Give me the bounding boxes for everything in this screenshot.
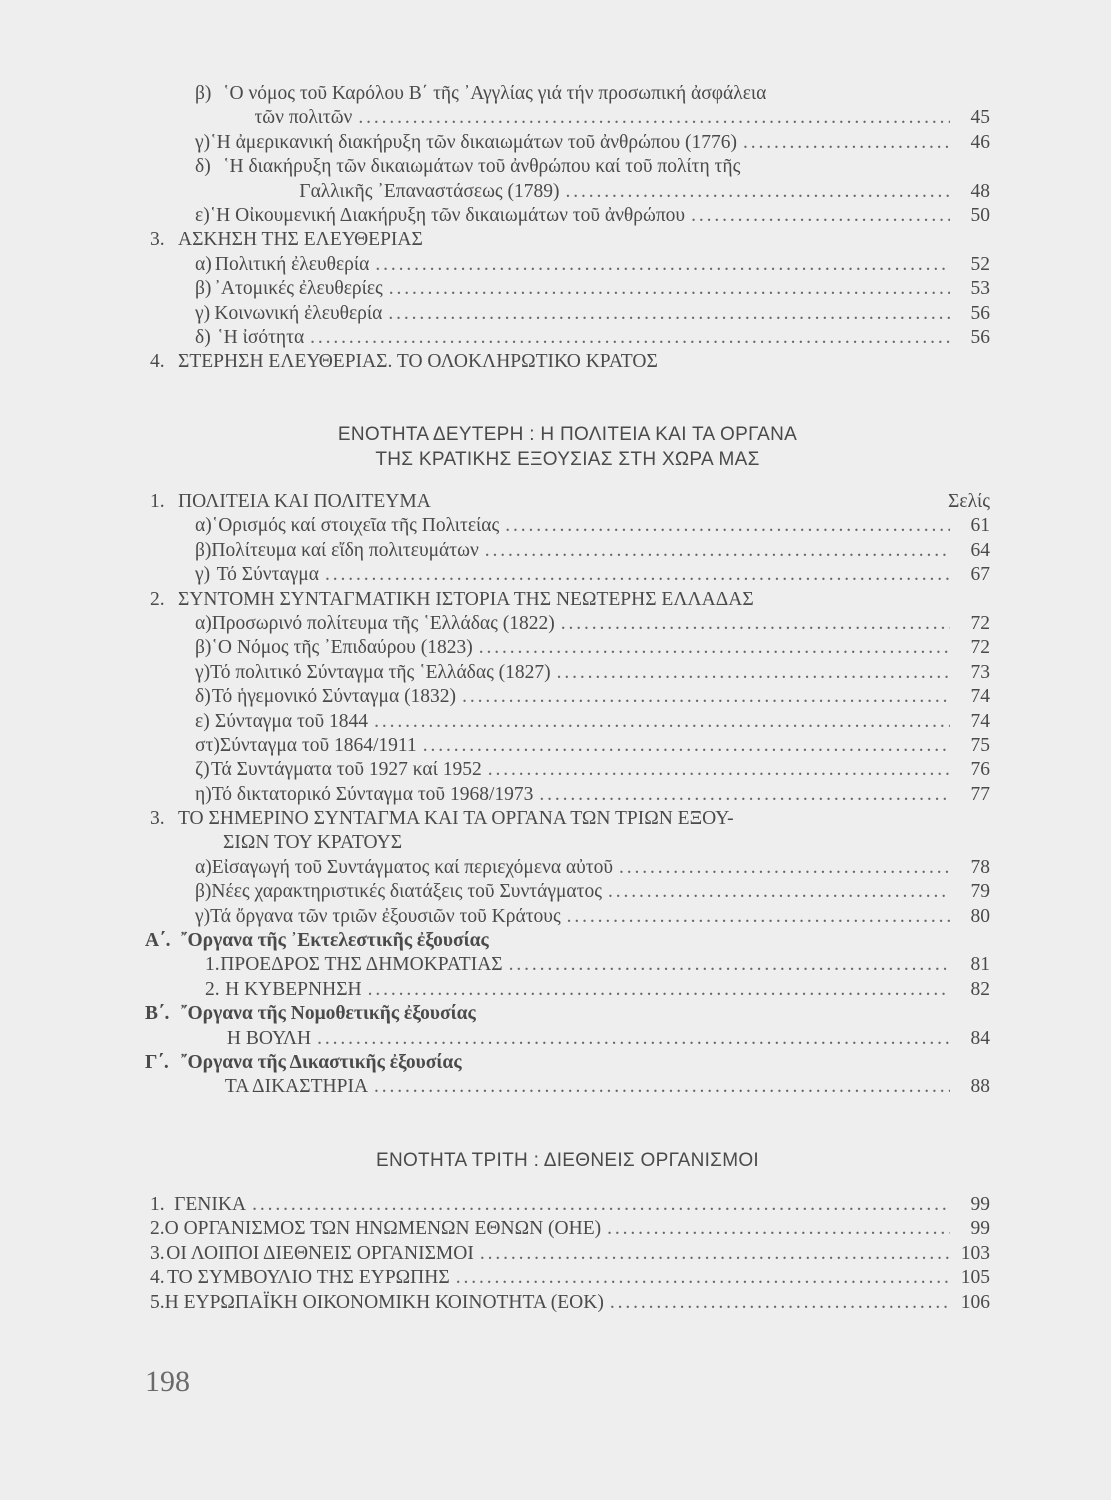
toc-entry bbox=[145, 228, 990, 252]
toc-entry bbox=[145, 588, 990, 612]
toc-entry bbox=[145, 783, 990, 807]
toc-entry-number: 1. bbox=[205, 954, 220, 976]
toc-entry bbox=[145, 880, 990, 904]
toc-entry-title: Γαλλικῆς ᾿Επαναστάσεως (1789) bbox=[299, 180, 560, 202]
toc-entry-title: ΠΡΟΕΔΡΟΣ ΤΗΣ ΔΗΜΟΚΡΑΤΙΑΣ bbox=[220, 954, 503, 976]
toc-part-1 bbox=[145, 82, 990, 375]
toc-entry bbox=[145, 636, 990, 660]
toc-entry-page: 105 bbox=[960, 1267, 990, 1289]
toc-entry-number: 2. bbox=[205, 978, 220, 1000]
dot-leader bbox=[566, 180, 950, 204]
dot-leader bbox=[325, 563, 950, 587]
toc-entry-page: 99 bbox=[970, 1218, 990, 1240]
toc-entry-number: γ) bbox=[195, 564, 211, 586]
dot-leader bbox=[375, 253, 950, 277]
dot-leader bbox=[310, 326, 950, 350]
toc-entry-number: δ) bbox=[195, 326, 211, 348]
toc-section-3 bbox=[145, 1193, 990, 1315]
toc-entry-title: ΓΕΝΙΚΑ bbox=[174, 1194, 247, 1215]
toc-entry-title: ΤΟ ΣΥΜΒΟΥΛΙΟ ΤΗΣ ΕΥΡΩΠΗΣ bbox=[167, 1267, 450, 1289]
toc-entry-title: ῾Ο νόμος τοῦ Καρόλου Β΄ τῆς ᾿Αγγλίας γιά τήν προσωπική ἀσφάλεια bbox=[223, 83, 767, 104]
toc-entry bbox=[145, 155, 990, 179]
toc-entry-number: Β΄. bbox=[145, 1003, 170, 1025]
dot-leader bbox=[480, 1242, 950, 1266]
toc-entry-number: β) bbox=[195, 881, 212, 903]
toc-entry bbox=[145, 929, 990, 953]
page-column-label: Σελίς bbox=[948, 491, 990, 512]
toc-entry-number: α) bbox=[195, 253, 212, 275]
dot-leader bbox=[374, 710, 950, 734]
toc-entry-title: Ο ΟΡΓΑΝΙΣΜΟΣ ΤΩΝ ΗΝΩΜΕΝΩΝ ΕΘΝΩΝ (ΟΗΕ) bbox=[164, 1218, 602, 1240]
dot-leader bbox=[743, 131, 950, 155]
toc-entry-number: 5. bbox=[150, 1291, 165, 1313]
toc-section-2 bbox=[145, 490, 990, 1100]
dot-leader bbox=[479, 636, 950, 660]
toc-entry-page: 106 bbox=[960, 1291, 990, 1313]
toc-entry-title: Η ΒΟΥΛΗ bbox=[226, 1027, 312, 1049]
toc-entry-title: Προσωρινό πολίτευμα τῆς ῾Ελλάδας (1822) bbox=[211, 612, 555, 634]
toc-entry bbox=[145, 905, 990, 929]
toc-entry-number: δ) bbox=[195, 686, 211, 708]
toc-entry-title: ΣΙΩΝ ΤΟΥ ΚΡΑΤΟΥΣ bbox=[223, 832, 403, 854]
toc-entry-title: Τό πολιτικό Σύνταγμα τῆς ῾Ελλάδας (1827) bbox=[210, 661, 551, 683]
toc-entry-number: Α΄. bbox=[145, 930, 171, 952]
dot-leader bbox=[374, 1075, 950, 1099]
toc-entry-page: 48 bbox=[970, 180, 990, 202]
toc-entry-number: β) bbox=[195, 278, 212, 300]
toc-entry-title: ῾Ο Νόμος τῆς ᾿Επιδαύρου (1823) bbox=[211, 637, 473, 659]
dot-leader bbox=[607, 1217, 950, 1241]
toc-entry-title: ΠΟΛΙΤΕΙΑ ΚΑΙ ΠΟΛΙΤΕΥΜΑ bbox=[178, 491, 431, 512]
toc-entry-number: ζ) bbox=[195, 759, 210, 781]
toc-entry-page: 77 bbox=[970, 783, 990, 805]
toc-entry-title: ῎Οργανα τῆς Νομοθετικῆς ἐξουσίας bbox=[181, 1003, 476, 1025]
toc-entry-number: γ) bbox=[195, 905, 211, 927]
dot-leader bbox=[317, 1027, 950, 1051]
toc-entry-title: Νέες χαρακτηριστικές διατάξεις τοῦ Συντάγματος bbox=[211, 881, 602, 903]
toc-entry bbox=[145, 326, 990, 350]
toc-entry bbox=[145, 1027, 990, 1051]
toc-entry-title: ᾿Ατομικές ἐλευθερίες bbox=[214, 278, 383, 300]
toc-entry bbox=[145, 1242, 990, 1266]
dot-leader bbox=[252, 1193, 950, 1217]
toc-entry-number: Γ΄. bbox=[145, 1051, 169, 1073]
dot-leader bbox=[691, 204, 950, 228]
toc-entry-number: ε) bbox=[195, 204, 210, 226]
dot-leader bbox=[488, 758, 950, 782]
toc-entry-number: 4. bbox=[150, 351, 165, 373]
toc-entry-page: 79 bbox=[970, 881, 990, 903]
dot-leader bbox=[423, 734, 950, 758]
toc-entry-number: γ) bbox=[195, 131, 211, 153]
toc-entry bbox=[145, 514, 990, 538]
toc-entry bbox=[145, 1291, 990, 1315]
dot-leader bbox=[561, 612, 950, 636]
toc-entry bbox=[145, 253, 990, 277]
toc-entry-title: Πολίτευμα καί εἴδη πολιτευμάτων bbox=[211, 539, 479, 561]
toc-entry-page: 46 bbox=[970, 131, 990, 153]
toc-entry-title: Τά Συντάγματα τοῦ 1927 καί 1952 bbox=[210, 759, 482, 781]
toc-entry bbox=[145, 1217, 990, 1241]
dot-leader bbox=[358, 106, 950, 130]
toc-entry-page: 72 bbox=[970, 612, 990, 634]
toc-entry-page: 74 bbox=[970, 686, 990, 708]
dot-leader bbox=[389, 277, 950, 301]
toc-entry-title: ΟΙ ΛΟΙΠΟΙ ΔΙΕΘΝΕΙΣ ΟΡΓΑΝΙΣΜΟΙ bbox=[166, 1242, 474, 1264]
dot-leader bbox=[557, 661, 950, 685]
toc-entry-page: 72 bbox=[970, 637, 990, 659]
dot-leader bbox=[610, 1291, 950, 1315]
toc-entry bbox=[145, 831, 990, 855]
toc-entry bbox=[145, 612, 990, 636]
section-3-heading bbox=[145, 1148, 990, 1173]
toc-entry-page: 56 bbox=[970, 302, 990, 324]
toc-entry-page: 74 bbox=[970, 710, 990, 732]
toc-entry-number: 1. bbox=[150, 491, 165, 512]
toc-entry bbox=[145, 734, 990, 758]
toc-entry-title: ῎Οργανα τῆς ᾿Εκτελεστικῆς ἐξουσίας bbox=[181, 930, 489, 952]
toc-entry-title: Η ΚΥΒΕΡΝΗΣΗ bbox=[225, 978, 362, 1000]
toc-entry-number: 3. bbox=[150, 1242, 165, 1264]
toc-entry-number: 1. bbox=[150, 1194, 165, 1215]
toc-entry-title: ΤΑ ΔΙΚΑΣΤΗΡΙΑ bbox=[224, 1076, 369, 1098]
toc-entry-title: τῶν πολιτῶν bbox=[254, 107, 353, 129]
toc-entry bbox=[145, 758, 990, 782]
toc-entry-page: 61 bbox=[970, 515, 990, 537]
toc-entry-number: 2. bbox=[150, 588, 165, 610]
toc-entry-title: Τό Σύνταγμα bbox=[216, 564, 319, 586]
section-2-heading-line-2: ΤΗΣ ΚΡΑΤΙΚΗΣ ΕΞΟΥΣΙΑΣ ΣΤΗ ΧΩΡΑ ΜΑΣ bbox=[375, 449, 760, 470]
toc-entry-title: Τά ὄργανα τῶν τριῶν ἐξουσιῶν τοῦ Κράτους bbox=[210, 905, 561, 927]
dot-leader bbox=[509, 953, 950, 977]
dot-leader bbox=[608, 880, 950, 904]
dot-leader bbox=[539, 783, 950, 807]
toc-entry bbox=[145, 563, 990, 587]
toc-entry-page: 80 bbox=[970, 905, 990, 927]
toc-entry bbox=[145, 1193, 990, 1217]
toc-entry bbox=[145, 490, 990, 514]
toc-entry-title: Σύνταγμα τοῦ 1844 bbox=[214, 710, 369, 732]
toc-entry-page: 82 bbox=[970, 978, 990, 1000]
dot-leader bbox=[388, 302, 950, 326]
toc-entry-number: δ) bbox=[195, 156, 211, 178]
toc-entry-number: β) bbox=[195, 637, 212, 659]
toc-entry-number: β) bbox=[195, 83, 212, 104]
toc-entry-title: ΑΣΚΗΣΗ ΤΗΣ ΕΛΕΥΘΕΡΙΑΣ bbox=[178, 229, 423, 251]
toc-entry bbox=[145, 1002, 990, 1026]
toc-entry-page: 53 bbox=[970, 278, 990, 300]
toc-entry-page: 50 bbox=[970, 204, 990, 226]
dot-leader bbox=[456, 1266, 950, 1290]
toc-entry-page: 75 bbox=[970, 734, 990, 756]
toc-entry bbox=[145, 180, 990, 204]
toc-entry-page: 76 bbox=[970, 759, 990, 781]
toc-entry bbox=[145, 1051, 990, 1075]
toc-entry-title: ῾Η ἰσότητα bbox=[217, 326, 305, 348]
dot-leader bbox=[368, 978, 950, 1002]
toc-entry-page: 99 bbox=[970, 1194, 990, 1215]
toc-entry-page: 67 bbox=[970, 564, 990, 586]
toc-entry-page: 64 bbox=[970, 539, 990, 561]
toc-entry-page: 88 bbox=[970, 1076, 990, 1098]
dot-leader bbox=[505, 514, 950, 538]
toc-entry-page: 81 bbox=[970, 954, 990, 976]
toc-entry bbox=[145, 350, 990, 374]
section-2-heading-line-1: ΕΝΟΤΗΤΑ ΔΕΥΤΕΡΗ : Η ΠΟΛΙΤΕΙΑ ΚΑΙ ΤΑ ΟΡΓΑΝΑ bbox=[337, 424, 798, 445]
toc-entry-number: 4. bbox=[150, 1267, 165, 1289]
toc-entry-title: Τό ἡγεμονικό Σύνταγμα (1832) bbox=[211, 686, 457, 708]
toc-entry-title: ΣΥΝΤΟΜΗ ΣΥΝΤΑΓΜΑΤΙΚΗ ΙΣΤΟΡΙΑ ΤΗΣ ΝΕΩΤΕΡΗΣ ΕΛΛΑΔΑΣ bbox=[178, 588, 754, 610]
toc-entry bbox=[145, 539, 990, 563]
toc-entry-number: γ) bbox=[195, 302, 211, 324]
toc-entry-number: α) bbox=[195, 515, 212, 537]
toc-entry-page: 73 bbox=[970, 661, 990, 683]
toc-entry-number: 3. bbox=[150, 229, 165, 251]
toc-entry bbox=[145, 131, 990, 155]
toc-entry-title: ῾Η ἀμερικανική διακήρυξη τῶν δικαιωμάτων τοῦ ἀνθρώπου (1776) bbox=[210, 131, 738, 153]
toc-entry-number: στ) bbox=[195, 734, 220, 756]
toc-entry-number: α) bbox=[195, 856, 212, 878]
toc-entry bbox=[145, 856, 990, 880]
toc-entry bbox=[145, 685, 990, 709]
toc-entry bbox=[145, 302, 990, 326]
toc-entry-page: 52 bbox=[970, 253, 990, 275]
toc-entry-number: ε) bbox=[195, 710, 210, 732]
section-3-heading-text: ΕΝΟΤΗΤΑ ΤΡΙΤΗ : ΔΙΕΘΝΕΙΣ ΟΡΓΑΝΙΣΜΟΙ bbox=[375, 1150, 760, 1171]
toc-entry-title: ῾Η Οἰκουμενική Διακήρυξη τῶν δικαιωμάτων τοῦ ἀνθρώπου bbox=[209, 204, 686, 226]
toc-entry-number: 3. bbox=[150, 808, 165, 830]
toc-entry-number: γ) bbox=[195, 661, 211, 683]
toc-entry-number: β) bbox=[195, 539, 212, 561]
toc-entry-page: 103 bbox=[960, 1242, 990, 1264]
toc-entry bbox=[145, 953, 990, 977]
dot-leader bbox=[485, 539, 950, 563]
toc-entry bbox=[145, 106, 990, 130]
toc-entry-title: Σύνταγμα τοῦ 1864/1911 bbox=[219, 734, 417, 756]
toc-entry-title: ῾Η διακήρυξη τῶν δικαιωμάτων τοῦ ἀνθρώπου καί τοῦ πολίτη τῆς bbox=[223, 156, 741, 178]
toc-entry-title: Πολιτική ἐλευθερία bbox=[214, 253, 370, 275]
toc-entry bbox=[145, 204, 990, 228]
toc-entry-title: ῾Ορισμός καί στοιχεῖα τῆς Πολιτείας bbox=[211, 515, 500, 537]
toc-entry-title: Εἰσαγωγή τοῦ Συντάγματος καί περιεχόμενα αὐτοῦ bbox=[211, 856, 614, 878]
toc-entry-title: ΤΟ ΣΗΜΕΡΙΝΟ ΣΥΝΤΑΓΜΑ ΚΑΙ ΤΑ ΟΡΓΑΝΑ ΤΩΝ ΤΡΙΩΝ ΕΞΟΥ- bbox=[178, 808, 734, 830]
toc-entry-title: ΣΤΕΡΗΣΗ ΕΛΕΥΘΕΡΙΑΣ. ΤΟ ΟΛΟΚΛΗΡΩΤΙΚΟ ΚΡΑΤΟΣ bbox=[178, 351, 658, 373]
toc-entry-title: Κοινωνική ἐλευθερία bbox=[214, 302, 383, 324]
dot-leader bbox=[619, 856, 950, 880]
toc-entry-number: η) bbox=[195, 783, 212, 805]
toc-entry-page: 45 bbox=[970, 107, 990, 129]
toc-entry bbox=[145, 277, 990, 301]
dot-leader bbox=[567, 905, 950, 929]
toc-entry bbox=[145, 1075, 990, 1099]
toc-entry-page: 56 bbox=[970, 326, 990, 348]
toc-entry-number: 2. bbox=[150, 1218, 165, 1240]
toc-entry-title: Τό δικτατορικό Σύνταγμα τοῦ 1968/1973 bbox=[211, 783, 534, 805]
toc-entry bbox=[145, 82, 990, 106]
toc-entry-title: Η ΕΥΡΩΠΑΪΚΗ ΟΙΚΟΝΟΜΙΚΗ ΚΟΙΝΟΤΗΤΑ (ΕΟΚ) bbox=[164, 1291, 604, 1313]
toc-entry bbox=[145, 710, 990, 734]
dot-leader bbox=[462, 685, 950, 709]
toc-entry-page: 84 bbox=[970, 1027, 990, 1049]
page-number: 198 bbox=[145, 1365, 190, 1398]
toc-entry bbox=[145, 978, 990, 1002]
toc-entry-number: α) bbox=[195, 612, 212, 634]
toc-entry bbox=[145, 807, 990, 831]
toc-entry-title: ῎Οργανα τῆς Δικαστικῆς ἐξουσίας bbox=[181, 1051, 462, 1073]
toc-entry-page: 78 bbox=[970, 856, 990, 878]
toc-entry bbox=[145, 1266, 990, 1290]
toc-entry bbox=[145, 661, 990, 685]
section-2-heading bbox=[145, 422, 990, 472]
